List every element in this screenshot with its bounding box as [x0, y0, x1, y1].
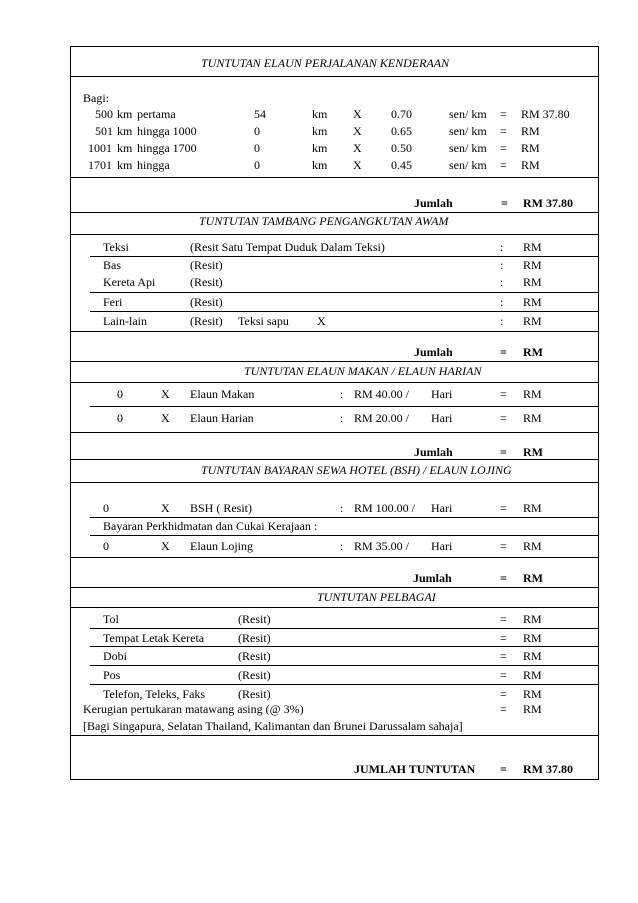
lodging-per: Hari: [431, 539, 453, 553]
transport-total-value: RM: [523, 345, 543, 359]
km-row-x: X: [353, 124, 362, 138]
misc-item-name: Telefon, Teleks, Faks: [103, 687, 206, 701]
lodging-name: Elaun Lojing: [190, 539, 253, 553]
misc-item-name: Dobi: [103, 649, 127, 663]
km-row-rm: RM 37.80: [521, 107, 570, 121]
transport-item-name: Kereta Api: [103, 275, 156, 289]
meal-row-rate: RM 20.00 /: [354, 411, 410, 425]
misc-item-note: (Resit): [238, 612, 271, 626]
km-row-rm: RM: [521, 158, 540, 172]
grand-total-eq: =: [500, 762, 507, 776]
transport-item-note: (Resit): [190, 295, 223, 309]
km-row-eq: =: [500, 124, 507, 138]
hotel-per: Hari: [431, 501, 453, 515]
misc-item-name: Tempat Letak Kereta: [103, 631, 205, 645]
meal-row-x: X: [161, 387, 170, 401]
fx-value: RM: [523, 702, 542, 716]
transport-item-value: RM: [523, 240, 542, 254]
km-row-dist: 54: [254, 107, 266, 121]
transport-item-name: Teksi: [103, 240, 129, 254]
misc-item-value: RM: [523, 649, 542, 663]
misc-item-value: RM: [523, 612, 542, 626]
meal-total-eq: =: [500, 445, 507, 459]
misc-item-eq: =: [500, 631, 507, 645]
misc-item-note: (Resit): [238, 687, 271, 701]
meal-row-eq: =: [500, 411, 507, 425]
km-row-km: km: [117, 107, 133, 121]
meal-row-x: X: [161, 411, 170, 425]
meal-row-qty: 0: [117, 387, 123, 401]
transport-item-name: Bas: [103, 258, 121, 272]
section-title-meal: TUNTUTAN ELAUN MAKAN / ELAUN HARIAN: [244, 364, 482, 378]
misc-item-value: RM: [523, 668, 542, 682]
row-divider: [90, 311, 599, 312]
hotel-x: X: [161, 501, 170, 515]
km-row-unit: km: [312, 124, 328, 138]
misc-item-value: RM: [523, 631, 542, 645]
km-row-unit: km: [312, 141, 328, 155]
km-row-km: km: [117, 141, 133, 155]
divider: [70, 459, 599, 460]
km-row-eq: =: [500, 158, 507, 172]
km-row-from: 501: [95, 124, 113, 138]
divider: [70, 557, 599, 558]
km-row-from: 1001: [88, 141, 112, 155]
meal-row-rm: RM: [523, 387, 542, 401]
transport-total-label: Jumlah: [414, 345, 453, 359]
km-row-range: hingga 1700: [137, 141, 197, 155]
transport-item-x: X: [317, 314, 326, 328]
km-row-eq: =: [500, 107, 507, 121]
meal-total-value: RM: [523, 445, 543, 459]
km-row-x: X: [353, 158, 362, 172]
meal-row-per: Hari: [431, 387, 453, 401]
row-divider: [90, 256, 599, 257]
transport-item-note: (Resit Satu Tempat Duduk Dalam Teksi): [190, 240, 385, 254]
row-divider: [90, 628, 599, 629]
misc-item-value: RM: [523, 687, 542, 701]
transport-item-note: (Resit): [190, 258, 223, 272]
fx-loss-label: Kerugian pertukaran matawang asing (@ 3%): [83, 702, 304, 716]
meal-row-name: Elaun Makan: [190, 387, 255, 401]
divider: [70, 212, 599, 213]
km-total-value: RM 37.80: [523, 196, 573, 210]
meal-row-rm: RM: [523, 411, 542, 425]
misc-item-eq: =: [500, 687, 507, 701]
meal-row-colon: :: [340, 411, 344, 425]
transport-item-colon: :: [500, 295, 504, 309]
km-intro: Bagi:: [83, 91, 109, 105]
km-row-from: 500: [95, 107, 113, 121]
transport-item-colon: :: [500, 240, 504, 254]
transport-item-name: Lain-lain: [103, 314, 147, 328]
misc-item-note: (Resit): [238, 631, 271, 645]
km-row-eq: =: [500, 141, 507, 155]
row-divider: [90, 292, 599, 293]
km-row-per: sen/ km: [449, 158, 487, 172]
km-total-label: Jumlah: [414, 196, 453, 210]
misc-item-note: (Resit): [238, 649, 271, 663]
hotel-service-label: Bayaran Perkhidmatan dan Cukai Kerajaan :: [103, 519, 318, 533]
meal-row-colon: :: [340, 387, 344, 401]
section-title-transport: TUNTUTAN TAMBANG PENGANGKUTAN AWAM: [199, 214, 449, 228]
km-row-dist: 0: [254, 141, 260, 155]
hotel-name: BSH ( Resit): [190, 501, 253, 515]
lodging-rate: RM 35.00 /: [354, 539, 410, 553]
row-divider: [90, 535, 599, 536]
hotel-value: RM: [523, 501, 542, 515]
km-row-per: sen/ km: [449, 141, 487, 155]
transport-item-value: RM: [523, 295, 542, 309]
meal-row-rate: RM 40.00 /: [354, 387, 410, 401]
divider: [70, 76, 599, 77]
fx-eq: =: [500, 702, 507, 716]
divider: [70, 382, 599, 383]
km-row-rm: RM: [521, 124, 540, 138]
fx-note: [Bagi Singapura, Selatan Thailand, Kalimantan dan Brunei Darussalam sahaja]: [83, 719, 463, 733]
section-title-km: TUNTUTAN ELAUN PERJALANAN KENDERAAN: [201, 56, 450, 70]
hotel-total-value: RM: [523, 571, 543, 585]
km-row-range: pertama: [137, 107, 176, 121]
km-row-unit: km: [312, 158, 328, 172]
grand-total-value: RM 37.80: [523, 762, 573, 776]
transport-item-note: (Resit): [190, 314, 223, 328]
hotel-colon: :: [340, 501, 344, 515]
misc-item-name: Tol: [103, 612, 119, 626]
lodging-x: X: [161, 539, 170, 553]
meal-row-per: Hari: [431, 411, 453, 425]
km-row-dist: 0: [254, 158, 260, 172]
divider: [70, 331, 599, 332]
row-divider: [90, 517, 599, 518]
km-row-from: 1701: [88, 158, 112, 172]
transport-item-value: RM: [523, 314, 542, 328]
transport-item-colon: :: [500, 258, 504, 272]
section-title-hotel: TUNTUTAN BAYARAN SEWA HOTEL (BSH) / ELAUN LOJING: [201, 463, 512, 477]
km-row-unit: km: [312, 107, 328, 121]
row-divider: [90, 646, 599, 647]
km-row-per: sen/ km: [449, 107, 487, 121]
hotel-qty: 0: [103, 501, 109, 515]
km-row-x: X: [353, 107, 362, 121]
lodging-colon: :: [340, 539, 344, 553]
section-title-misc: TUNTUTAN PELBAGAI: [317, 590, 436, 604]
divider: [70, 177, 599, 178]
transport-item-value: RM: [523, 275, 542, 289]
km-row-rate: 0.65: [391, 124, 412, 138]
lodging-qty: 0: [103, 539, 109, 553]
claim-form-frame: [70, 46, 599, 780]
hotel-rate: RM 100.00 /: [354, 501, 416, 515]
divider: [70, 587, 599, 588]
divider: [70, 234, 599, 235]
transport-item-colon: :: [500, 314, 504, 328]
km-row-per: sen/ km: [449, 124, 487, 138]
km-row-rate: 0.70: [391, 107, 412, 121]
divider: [70, 607, 599, 608]
misc-item-eq: =: [500, 612, 507, 626]
km-row-x: X: [353, 141, 362, 155]
lodging-value: RM: [523, 539, 542, 553]
km-row-rate: 0.45: [391, 158, 412, 172]
transport-item-note: (Resit): [190, 275, 223, 289]
transport-total-eq: =: [500, 345, 507, 359]
transport-item-name: Feri: [103, 295, 123, 309]
meal-row-qty: 0: [117, 411, 123, 425]
km-row-range: hingga 1000: [137, 124, 197, 138]
km-row-km: km: [117, 124, 133, 138]
km-row-range: hingga: [137, 158, 170, 172]
meal-row-eq: =: [500, 387, 507, 401]
divider: [70, 482, 599, 483]
divider: [70, 432, 599, 433]
hotel-eq: =: [500, 501, 507, 515]
misc-item-note: (Resit): [238, 668, 271, 682]
row-divider: [90, 684, 599, 685]
km-total-eq: =: [501, 196, 508, 210]
hotel-total-label: Jumlah: [413, 571, 452, 585]
divider: [70, 361, 599, 362]
km-row-km: km: [117, 158, 133, 172]
row-divider: [90, 406, 599, 407]
transport-item-extra: Teksi sapu: [238, 314, 289, 328]
meal-row-name: Elaun Harian: [190, 411, 254, 425]
misc-item-name: Pos: [103, 668, 121, 682]
transport-item-value: RM: [523, 258, 542, 272]
transport-item-colon: :: [500, 275, 504, 289]
misc-item-eq: =: [500, 649, 507, 663]
km-row-dist: 0: [254, 124, 260, 138]
divider: [70, 735, 599, 736]
grand-total-label: JUMLAH TUNTUTAN: [354, 762, 476, 776]
km-row-rm: RM: [521, 141, 540, 155]
lodging-eq: =: [500, 539, 507, 553]
meal-total-label: Jumlah: [414, 445, 453, 459]
hotel-total-eq: =: [500, 571, 507, 585]
row-divider: [90, 665, 599, 666]
misc-item-eq: =: [500, 668, 507, 682]
km-row-rate: 0.50: [391, 141, 412, 155]
